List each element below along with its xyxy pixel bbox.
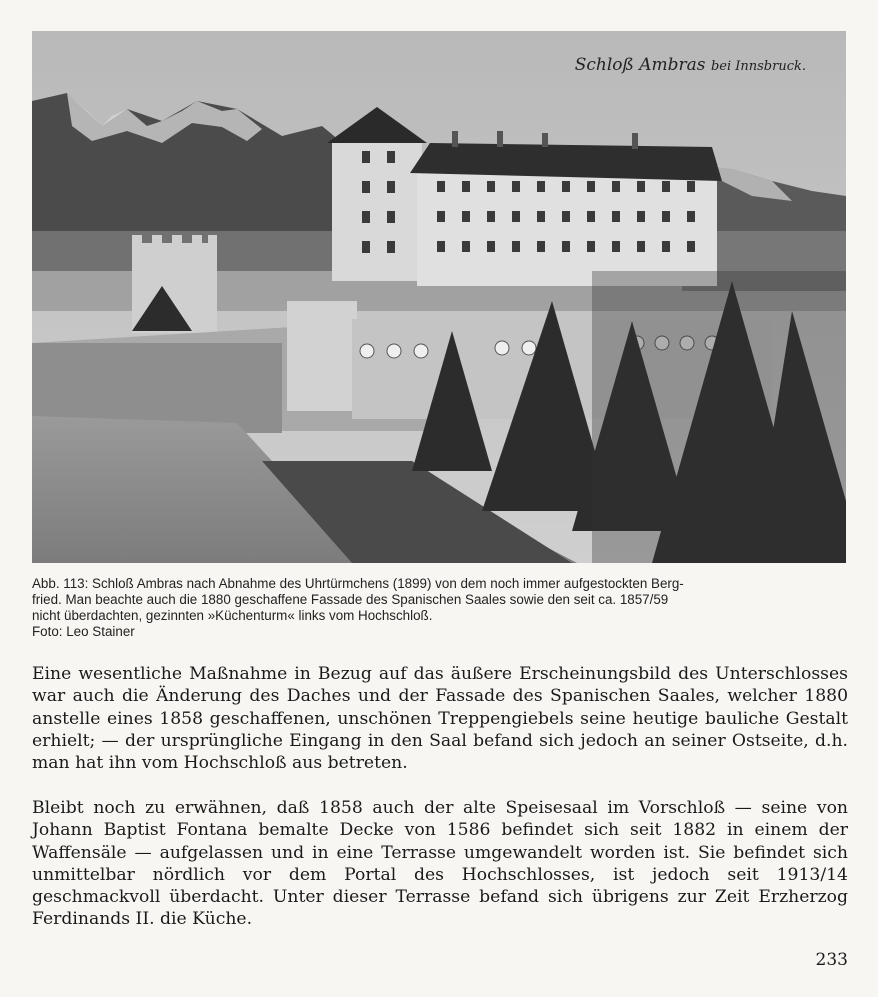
photo-credit: Foto: Leo Stainer [32, 624, 135, 639]
figure-caption-line: nicht überdachten, gezinnten »Küchenturm« links vom Hochschloß. [32, 608, 433, 623]
body-paragraph-1 [32, 663, 848, 774]
figure-caption [32, 576, 848, 640]
paragraph-text: Bleibt noch zu erwähnen, daß 1858 auch der alte Speisesaal im Vorschloß — seine von Johann Baptist Fontana bemalte Decke von 1586 befindet sich seit 1882 in einem der Waffensäle — aufgelassen und in eine Terrasse umgewandelt worden ist. Sie befindet sich unmittelbar nördlich vor dem Portal des Hochschlosses, ist jedoch seit 1913/14 geschmackvoll überdacht. Unter dieser Terrasse befand sich übrigens zur Zeit Erzherzog Ferdinands II. die Küche. [32, 798, 848, 930]
castle-photograph [32, 31, 846, 563]
figure-caption-line: Abb. 113: Schloß Ambras nach Abnahme des Uhrtürmchens (1899) von dem noch immer aufgestockten Berg- [32, 576, 684, 591]
castle-illustration [32, 31, 846, 563]
photo-inscription [575, 55, 806, 75]
page-number: 233 [815, 950, 848, 970]
body-paragraph-2 [32, 797, 848, 931]
photo-inscription-sub: bei Innsbruck. [710, 59, 806, 74]
figure-caption-line: fried. Man beachte auch die 1880 geschaffene Fassade des Spanischen Saales sowie den seit ca. 1857/59 [32, 592, 669, 607]
paragraph-text: Eine wesentliche Maßnahme in Bezug auf das äußere Erscheinungsbild des Unterschlosses war auch die Änderung des Daches und der Fassade des Spanischen Saales, welcher 1880 anstelle eines 1858 geschaffenen, unschönen Treppengiebels seine heutige bauliche Gestalt erhielt; — der ursprüngliche Eingang in den Saal befand sich jedoch an seiner Ostseite, d.h. man hat ihn vom Hochschloß aus betreten. [32, 664, 848, 774]
photo-inscription-main: Schloß Ambras [574, 55, 706, 75]
